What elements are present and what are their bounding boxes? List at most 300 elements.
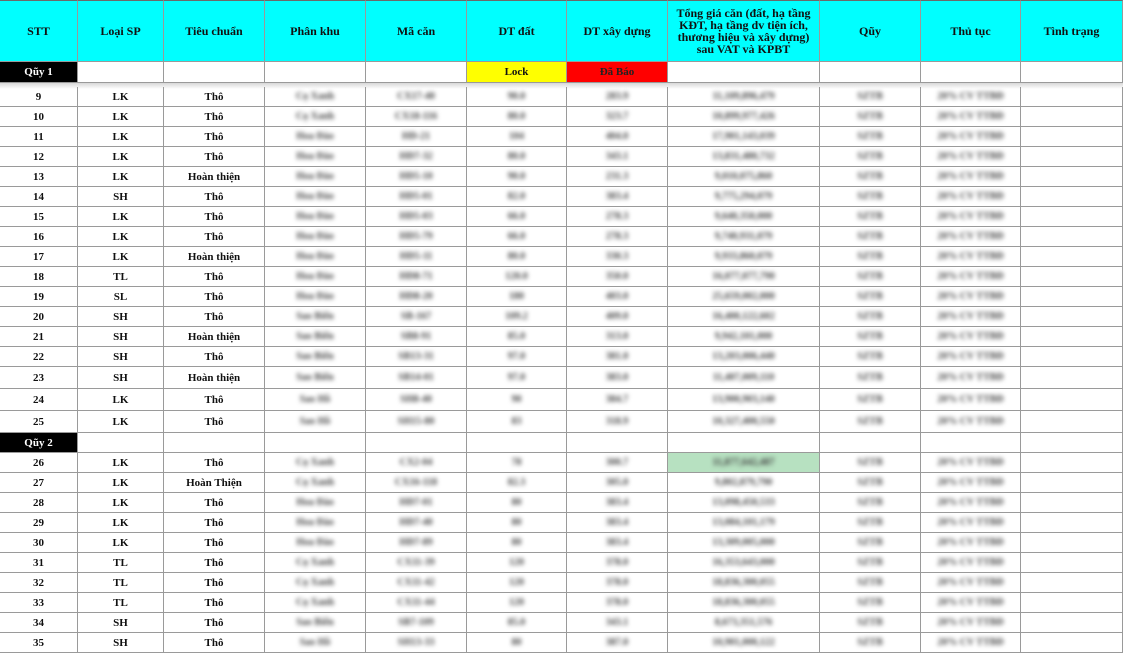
row-14-quy[interactable] [820,187,921,207]
row-29-thu-tuc[interactable] [921,513,1021,533]
row-20-tinh-trang[interactable] [1021,307,1123,327]
row-33-tong-gia[interactable] [668,593,820,613]
row-23-ma-can[interactable] [366,367,467,389]
row-25-tieu-chuan[interactable] [164,411,265,433]
row-35-dt-xay-dung[interactable] [567,633,668,653]
row-29-tinh-trang[interactable] [1021,513,1123,533]
row-12-dt-dat[interactable] [467,147,567,167]
row-32-stt[interactable] [0,573,78,593]
group-2-cell-dt-xay-dung[interactable] [567,433,668,453]
row-11-tinh-trang[interactable] [1021,127,1123,147]
row-30-dt-dat[interactable] [467,533,567,553]
row-21-ma-can[interactable] [366,327,467,347]
row-21-quy[interactable] [820,327,921,347]
row-25-dt-xay-dung[interactable] [567,411,668,433]
row-18-dt-dat[interactable] [467,267,567,287]
row-35-stt[interactable] [0,633,78,653]
row-23-dt-dat[interactable] [467,367,567,389]
row-35-loai-sp[interactable] [78,633,164,653]
row-18-tong-gia[interactable] [668,267,820,287]
row-21-tinh-trang[interactable] [1021,327,1123,347]
row-34-quy[interactable] [820,613,921,633]
row-19-loai-sp[interactable] [78,287,164,307]
row-31-tieu-chuan[interactable] [164,553,265,573]
row-15-dt-xay-dung[interactable] [567,207,668,227]
row-33-phan-khu[interactable] [265,593,366,613]
row-19-tieu-chuan[interactable] [164,287,265,307]
group-1-cell-ma-can[interactable] [366,62,467,83]
row-19-phan-khu[interactable] [265,287,366,307]
row-16-tinh-trang[interactable] [1021,227,1123,247]
row-32-quy[interactable] [820,573,921,593]
header-phan-khu[interactable] [265,0,366,62]
header-quy[interactable] [820,0,921,62]
row-30-ma-can[interactable] [366,533,467,553]
row-10-loai-sp[interactable] [78,107,164,127]
row-22-tinh-trang[interactable] [1021,347,1123,367]
row-12-ma-can[interactable] [366,147,467,167]
row-33-quy[interactable] [820,593,921,613]
row-27-tong-gia[interactable] [668,473,820,493]
row-31-quy[interactable] [820,553,921,573]
row-20-dt-xay-dung[interactable] [567,307,668,327]
row-11-dt-xay-dung[interactable] [567,127,668,147]
row-32-tinh-trang[interactable] [1021,573,1123,593]
row-12-tieu-chuan[interactable] [164,147,265,167]
row-30-tieu-chuan[interactable] [164,533,265,553]
row-26-dt-xay-dung[interactable] [567,453,668,473]
row-35-quy[interactable] [820,633,921,653]
row-33-dt-dat[interactable] [467,593,567,613]
row-12-tong-gia[interactable] [668,147,820,167]
row-13-quy[interactable] [820,167,921,187]
row-26-tong-gia[interactable] [668,453,820,473]
row-14-dt-dat[interactable] [467,187,567,207]
row-20-phan-khu[interactable] [265,307,366,327]
row-11-stt[interactable] [0,127,78,147]
row-17-quy[interactable] [820,247,921,267]
row-32-dt-xay-dung[interactable] [567,573,668,593]
row-11-phan-khu[interactable] [265,127,366,147]
group-2-cell-loai-sp[interactable] [78,433,164,453]
row-16-stt[interactable] [0,227,78,247]
row-29-dt-xay-dung[interactable] [567,513,668,533]
row-32-tieu-chuan[interactable] [164,573,265,593]
group-2-cell-tinh-trang[interactable] [1021,433,1123,453]
row-27-thu-tuc[interactable] [921,473,1021,493]
header-ma-can[interactable] [366,0,467,62]
row-14-thu-tuc[interactable] [921,187,1021,207]
row-9-ma-can[interactable] [366,87,467,107]
row-24-ma-can[interactable] [366,389,467,411]
row-20-ma-can[interactable] [366,307,467,327]
row-18-thu-tuc[interactable] [921,267,1021,287]
row-33-loai-sp[interactable] [78,593,164,613]
row-34-phan-khu[interactable] [265,613,366,633]
row-11-dt-dat[interactable] [467,127,567,147]
row-16-loai-sp[interactable] [78,227,164,247]
row-19-dt-dat[interactable] [467,287,567,307]
row-12-thu-tuc[interactable] [921,147,1021,167]
row-17-phan-khu[interactable] [265,247,366,267]
row-34-loai-sp[interactable] [78,613,164,633]
group-2-cell-tong-gia[interactable] [668,433,820,453]
row-32-loai-sp[interactable] [78,573,164,593]
row-13-dt-xay-dung[interactable] [567,167,668,187]
group-1-cell-tong-gia[interactable] [668,62,820,83]
row-19-thu-tuc[interactable] [921,287,1021,307]
row-21-dt-xay-dung[interactable] [567,327,668,347]
header-loai-sp[interactable] [78,0,164,62]
row-25-phan-khu[interactable] [265,411,366,433]
row-10-ma-can[interactable] [366,107,467,127]
row-19-dt-xay-dung[interactable] [567,287,668,307]
row-18-loai-sp[interactable] [78,267,164,287]
row-34-dt-xay-dung[interactable] [567,613,668,633]
row-28-dt-xay-dung[interactable] [567,493,668,513]
row-10-tong-gia[interactable] [668,107,820,127]
row-26-phan-khu[interactable] [265,453,366,473]
legend-lock[interactable] [467,62,567,83]
row-20-tieu-chuan[interactable] [164,307,265,327]
row-35-tong-gia[interactable] [668,633,820,653]
row-35-tinh-trang[interactable] [1021,633,1123,653]
row-14-loai-sp[interactable] [78,187,164,207]
row-23-phan-khu[interactable] [265,367,366,389]
row-31-tinh-trang[interactable] [1021,553,1123,573]
row-30-quy[interactable] [820,533,921,553]
row-19-stt[interactable] [0,287,78,307]
row-26-loai-sp[interactable] [78,453,164,473]
row-9-tieu-chuan[interactable] [164,87,265,107]
row-30-thu-tuc[interactable] [921,533,1021,553]
row-23-dt-xay-dung[interactable] [567,367,668,389]
row-30-stt[interactable] [0,533,78,553]
row-10-quy[interactable] [820,107,921,127]
row-31-loai-sp[interactable] [78,553,164,573]
row-17-loai-sp[interactable] [78,247,164,267]
row-33-stt[interactable] [0,593,78,613]
row-18-ma-can[interactable] [366,267,467,287]
row-16-phan-khu[interactable] [265,227,366,247]
row-16-thu-tuc[interactable] [921,227,1021,247]
row-10-thu-tuc[interactable] [921,107,1021,127]
row-19-ma-can[interactable] [366,287,467,307]
row-30-tong-gia[interactable] [668,533,820,553]
row-22-phan-khu[interactable] [265,347,366,367]
row-26-ma-can[interactable] [366,453,467,473]
row-12-stt[interactable] [0,147,78,167]
row-31-stt[interactable] [0,553,78,573]
row-9-loai-sp[interactable] [78,87,164,107]
row-14-stt[interactable] [0,187,78,207]
row-28-tong-gia[interactable] [668,493,820,513]
row-21-tong-gia[interactable] [668,327,820,347]
row-10-dt-xay-dung[interactable] [567,107,668,127]
row-18-tinh-trang[interactable] [1021,267,1123,287]
row-33-dt-xay-dung[interactable] [567,593,668,613]
row-23-tong-gia[interactable] [668,367,820,389]
row-9-tong-gia[interactable] [668,87,820,107]
row-25-dt-dat[interactable] [467,411,567,433]
row-23-tinh-trang[interactable] [1021,367,1123,389]
row-28-tieu-chuan[interactable] [164,493,265,513]
row-20-dt-dat[interactable] [467,307,567,327]
row-25-ma-can[interactable] [366,411,467,433]
row-22-thu-tuc[interactable] [921,347,1021,367]
row-12-quy[interactable] [820,147,921,167]
row-31-thu-tuc[interactable] [921,553,1021,573]
row-26-stt[interactable] [0,453,78,473]
group-2-cell-phan-khu[interactable] [265,433,366,453]
row-13-thu-tuc[interactable] [921,167,1021,187]
row-31-phan-khu[interactable] [265,553,366,573]
row-9-phan-khu[interactable] [265,87,366,107]
row-24-thu-tuc[interactable] [921,389,1021,411]
row-29-dt-dat[interactable] [467,513,567,533]
row-14-tinh-trang[interactable] [1021,187,1123,207]
row-31-dt-dat[interactable] [467,553,567,573]
row-25-quy[interactable] [820,411,921,433]
row-34-dt-dat[interactable] [467,613,567,633]
group-2-cell-tieu-chuan[interactable] [164,433,265,453]
row-29-tong-gia[interactable] [668,513,820,533]
row-20-loai-sp[interactable] [78,307,164,327]
row-25-loai-sp[interactable] [78,411,164,433]
row-21-phan-khu[interactable] [265,327,366,347]
row-34-tinh-trang[interactable] [1021,613,1123,633]
row-30-phan-khu[interactable] [265,533,366,553]
row-22-loai-sp[interactable] [78,347,164,367]
row-34-thu-tuc[interactable] [921,613,1021,633]
row-13-stt[interactable] [0,167,78,187]
row-14-tong-gia[interactable] [668,187,820,207]
row-10-phan-khu[interactable] [265,107,366,127]
row-26-quy[interactable] [820,453,921,473]
row-15-stt[interactable] [0,207,78,227]
group-1-cell-tieu-chuan[interactable] [164,62,265,83]
row-21-stt[interactable] [0,327,78,347]
row-11-loai-sp[interactable] [78,127,164,147]
row-10-tinh-trang[interactable] [1021,107,1123,127]
row-20-tong-gia[interactable] [668,307,820,327]
row-13-dt-dat[interactable] [467,167,567,187]
row-26-thu-tuc[interactable] [921,453,1021,473]
row-22-dt-dat[interactable] [467,347,567,367]
row-34-tieu-chuan[interactable] [164,613,265,633]
row-22-tieu-chuan[interactable] [164,347,265,367]
row-21-loai-sp[interactable] [78,327,164,347]
row-24-tinh-trang[interactable] [1021,389,1123,411]
row-9-tinh-trang[interactable] [1021,87,1123,107]
row-14-dt-xay-dung[interactable] [567,187,668,207]
row-9-stt[interactable] [0,87,78,107]
row-12-dt-xay-dung[interactable] [567,147,668,167]
row-12-tinh-trang[interactable] [1021,147,1123,167]
row-29-loai-sp[interactable] [78,513,164,533]
row-33-ma-can[interactable] [366,593,467,613]
row-17-dt-dat[interactable] [467,247,567,267]
row-24-tieu-chuan[interactable] [164,389,265,411]
row-12-loai-sp[interactable] [78,147,164,167]
row-17-tinh-trang[interactable] [1021,247,1123,267]
header-dt-xay-dung[interactable] [567,0,668,62]
row-30-loai-sp[interactable] [78,533,164,553]
row-20-stt[interactable] [0,307,78,327]
row-22-quy[interactable] [820,347,921,367]
row-17-ma-can[interactable] [366,247,467,267]
row-35-ma-can[interactable] [366,633,467,653]
row-29-stt[interactable] [0,513,78,533]
group-1-cell-quy[interactable] [820,62,921,83]
row-29-phan-khu[interactable] [265,513,366,533]
row-16-dt-xay-dung[interactable] [567,227,668,247]
row-34-tong-gia[interactable] [668,613,820,633]
row-29-tieu-chuan[interactable] [164,513,265,533]
row-19-tinh-trang[interactable] [1021,287,1123,307]
group-2-cell-dt-dat[interactable] [467,433,567,453]
row-25-tinh-trang[interactable] [1021,411,1123,433]
row-16-dt-dat[interactable] [467,227,567,247]
row-16-tieu-chuan[interactable] [164,227,265,247]
row-13-phan-khu[interactable] [265,167,366,187]
row-34-ma-can[interactable] [366,613,467,633]
row-28-quy[interactable] [820,493,921,513]
row-29-quy[interactable] [820,513,921,533]
row-15-loai-sp[interactable] [78,207,164,227]
row-15-tinh-trang[interactable] [1021,207,1123,227]
row-17-stt[interactable] [0,247,78,267]
row-30-dt-xay-dung[interactable] [567,533,668,553]
row-9-quy[interactable] [820,87,921,107]
row-24-quy[interactable] [820,389,921,411]
row-35-tieu-chuan[interactable] [164,633,265,653]
header-stt[interactable] [0,0,78,62]
row-28-ma-can[interactable] [366,493,467,513]
row-9-dt-xay-dung[interactable] [567,87,668,107]
row-15-tong-gia[interactable] [668,207,820,227]
row-23-quy[interactable] [820,367,921,389]
row-17-dt-xay-dung[interactable] [567,247,668,267]
row-19-tong-gia[interactable] [668,287,820,307]
row-14-tieu-chuan[interactable] [164,187,265,207]
row-18-dt-xay-dung[interactable] [567,267,668,287]
row-22-ma-can[interactable] [366,347,467,367]
row-33-thu-tuc[interactable] [921,593,1021,613]
row-15-thu-tuc[interactable] [921,207,1021,227]
row-23-loai-sp[interactable] [78,367,164,389]
group-1-cell-phan-khu[interactable] [265,62,366,83]
row-33-tinh-trang[interactable] [1021,593,1123,613]
group-1-cell-thu-tuc[interactable] [921,62,1021,83]
row-26-tinh-trang[interactable] [1021,453,1123,473]
row-15-quy[interactable] [820,207,921,227]
row-15-tieu-chuan[interactable] [164,207,265,227]
row-29-ma-can[interactable] [366,513,467,533]
row-17-tong-gia[interactable] [668,247,820,267]
row-20-quy[interactable] [820,307,921,327]
row-35-phan-khu[interactable] [265,633,366,653]
row-28-stt[interactable] [0,493,78,513]
row-11-tong-gia[interactable] [668,127,820,147]
row-33-tieu-chuan[interactable] [164,593,265,613]
row-27-stt[interactable] [0,473,78,493]
header-tinh-trang[interactable] [1021,0,1123,62]
row-11-ma-can[interactable] [366,127,467,147]
row-22-stt[interactable] [0,347,78,367]
row-16-ma-can[interactable] [366,227,467,247]
group-1-cell-loai-sp[interactable] [78,62,164,83]
row-28-tinh-trang[interactable] [1021,493,1123,513]
row-18-tieu-chuan[interactable] [164,267,265,287]
row-21-tieu-chuan[interactable] [164,327,265,347]
row-23-thu-tuc[interactable] [921,367,1021,389]
row-14-phan-khu[interactable] [265,187,366,207]
row-32-phan-khu[interactable] [265,573,366,593]
header-dt-dat[interactable] [467,0,567,62]
row-10-dt-dat[interactable] [467,107,567,127]
row-27-phan-khu[interactable] [265,473,366,493]
row-28-dt-dat[interactable] [467,493,567,513]
row-16-quy[interactable] [820,227,921,247]
row-20-thu-tuc[interactable] [921,307,1021,327]
row-23-stt[interactable] [0,367,78,389]
row-11-quy[interactable] [820,127,921,147]
row-24-stt[interactable] [0,389,78,411]
row-19-quy[interactable] [820,287,921,307]
group-1-label[interactable] [0,62,78,83]
row-34-stt[interactable] [0,613,78,633]
row-28-phan-khu[interactable] [265,493,366,513]
row-26-tieu-chuan[interactable] [164,453,265,473]
row-31-tong-gia[interactable] [668,553,820,573]
row-18-quy[interactable] [820,267,921,287]
row-24-tong-gia[interactable] [668,389,820,411]
row-15-ma-can[interactable] [366,207,467,227]
row-12-phan-khu[interactable] [265,147,366,167]
row-28-loai-sp[interactable] [78,493,164,513]
row-24-dt-xay-dung[interactable] [567,389,668,411]
row-32-ma-can[interactable] [366,573,467,593]
row-13-loai-sp[interactable] [78,167,164,187]
group-1-cell-tinh-trang[interactable] [1021,62,1123,83]
group-2-cell-ma-can[interactable] [366,433,467,453]
row-27-tieu-chuan[interactable] [164,473,265,493]
row-35-dt-dat[interactable] [467,633,567,653]
row-27-loai-sp[interactable] [78,473,164,493]
row-15-phan-khu[interactable] [265,207,366,227]
row-9-thu-tuc[interactable] [921,87,1021,107]
row-27-dt-xay-dung[interactable] [567,473,668,493]
row-27-dt-dat[interactable] [467,473,567,493]
row-13-tong-gia[interactable] [668,167,820,187]
row-16-tong-gia[interactable] [668,227,820,247]
row-11-tieu-chuan[interactable] [164,127,265,147]
row-32-tong-gia[interactable] [668,573,820,593]
row-24-loai-sp[interactable] [78,389,164,411]
row-18-stt[interactable] [0,267,78,287]
row-13-tieu-chuan[interactable] [164,167,265,187]
row-10-tieu-chuan[interactable] [164,107,265,127]
row-23-tieu-chuan[interactable] [164,367,265,389]
row-27-tinh-trang[interactable] [1021,473,1123,493]
row-25-stt[interactable] [0,411,78,433]
group-2-label[interactable] [0,433,78,453]
row-27-ma-can[interactable] [366,473,467,493]
row-15-dt-dat[interactable] [467,207,567,227]
row-21-thu-tuc[interactable] [921,327,1021,347]
row-21-dt-dat[interactable] [467,327,567,347]
